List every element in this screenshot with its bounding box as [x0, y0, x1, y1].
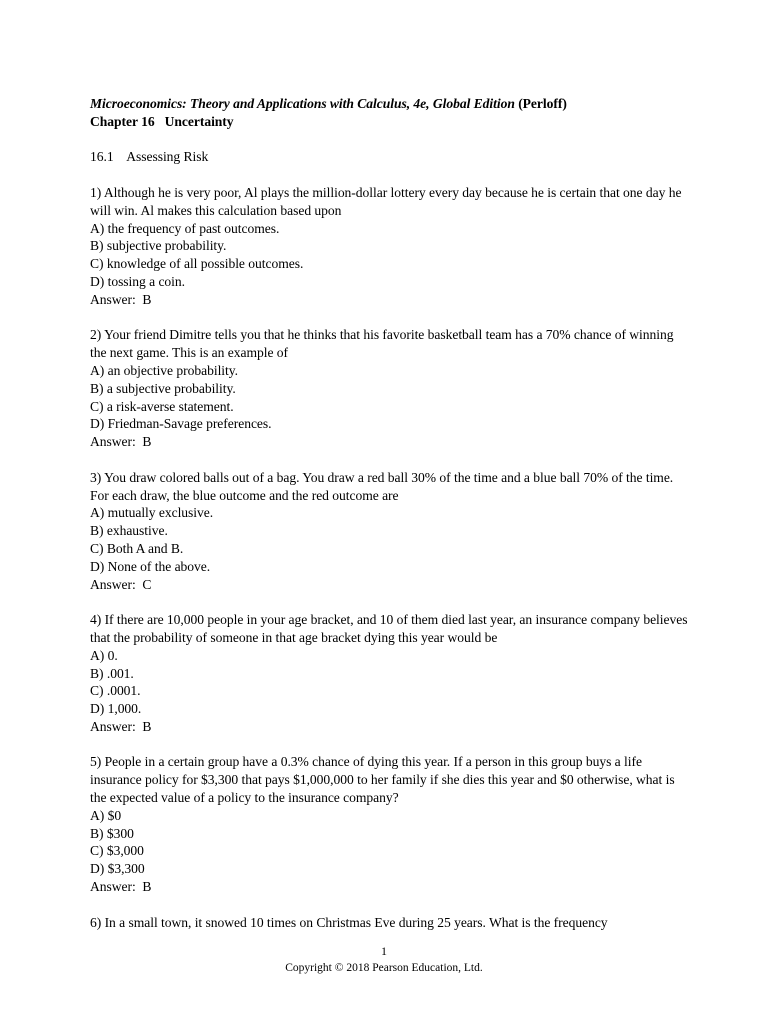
question-stem: 6) In a small town, it snowed 10 times on Christmas Eve during 25 years. What is the frequency [90, 914, 608, 930]
option-a: A) the frequency of past outcomes. [90, 220, 280, 236]
option-c: C) Both A and B. [90, 540, 184, 556]
option-d: D) 1,000. [90, 701, 142, 717]
section-title: 16.1 Assessing Risk [90, 149, 209, 165]
question-2 [90, 326, 690, 451]
book-header [90, 95, 690, 113]
option-c: C) $3,000 [90, 843, 144, 859]
option-b: B) subjective probability. [90, 238, 227, 254]
question-3 [90, 469, 690, 594]
option-d: D) Friedman-Savage preferences. [90, 416, 272, 432]
book-title: Microeconomics: Theory and Applications with Calculus, 4e, Global Edition [90, 96, 515, 111]
option-c: C) .0001. [90, 683, 141, 699]
option-d: D) tossing a coin. [90, 273, 185, 289]
question-stem: 1) Although he is very poor, Al plays the million-dollar lottery every day because he is certain that one day he will win. Al makes this calculation based upon [90, 184, 682, 218]
question-stem: 2) Your friend Dimitre tells you that he thinks that his favorite basketball team has a 70% chance of winning the next game. This is an example of [90, 327, 674, 361]
answer-line: Answer: C [90, 576, 152, 592]
question-stem: 5) People in a certain group have a 0.3% chance of dying this year. If a person in this group buys a life insurance policy for $3,300 that pays $1,000,000 to her family if she dies this year and $0 otherwise, what is the expected value of a policy to the insurance company? [90, 754, 675, 806]
option-b: B) exhaustive. [90, 523, 168, 539]
option-a: A) mutually exclusive. [90, 505, 214, 521]
option-a: A) 0. [90, 647, 118, 663]
option-d: D) $3,300 [90, 861, 145, 877]
option-b: B) .001. [90, 665, 134, 681]
question-stem: 4) If there are 10,000 people in your age bracket, and 10 of them died last year, an insurance company believes that the probability of someone in that age bracket dying this year would be [90, 612, 688, 645]
question-6 [90, 914, 690, 932]
page-content [90, 95, 690, 931]
option-b: B) $300 [90, 825, 134, 841]
page-number: 1 [381, 944, 387, 958]
option-a: A) an objective probability. [90, 362, 238, 378]
question-5 [90, 753, 690, 895]
answer-line: Answer: B [90, 291, 152, 307]
answer-line: Answer: B [90, 718, 152, 734]
question-4 [90, 611, 690, 736]
book-author: (Perloff) [514, 96, 567, 111]
page-footer [0, 943, 768, 977]
question-stem: 3) You draw colored balls out of a bag. You draw a red ball 30% of the time and a blue ball 70% of the time. For each draw, the blue outcome and the red outcome are [90, 469, 674, 503]
question-1 [90, 184, 690, 309]
option-b: B) a subjective probability. [90, 380, 236, 396]
option-d: D) None of the above. [90, 558, 211, 574]
copyright-notice: Copyright © 2018 Pearson Education, Ltd. [285, 962, 483, 974]
chapter-title: Chapter 16 Uncertainty [90, 113, 234, 129]
answer-line: Answer: B [90, 434, 152, 450]
option-c: C) knowledge of all possible outcomes. [90, 256, 304, 272]
answer-line: Answer: B [90, 879, 152, 895]
option-a: A) $0 [90, 807, 122, 823]
option-c: C) a risk-averse statement. [90, 398, 234, 414]
